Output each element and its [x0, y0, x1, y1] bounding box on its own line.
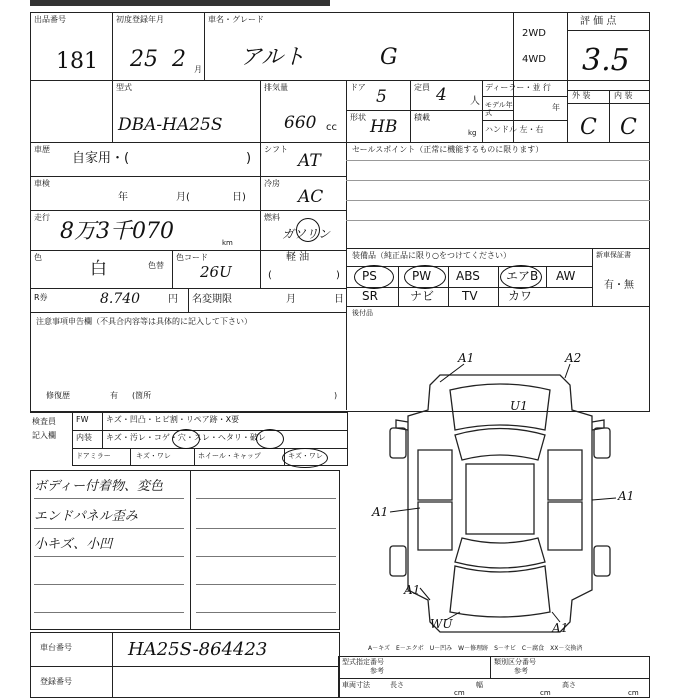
- score-value: 3.5: [582, 43, 630, 78]
- equip-tv: TV: [462, 289, 478, 303]
- color-code-value: 26U: [200, 263, 232, 281]
- mark-a2-front-right: A2: [565, 351, 582, 365]
- equip-pw: PW: [412, 269, 432, 283]
- equip-airbag: エアB: [506, 269, 539, 283]
- inspection-day-unit: 日): [232, 192, 246, 203]
- dimensions-label: 車両寸法: [342, 681, 370, 689]
- chassis-label: 車台番号: [40, 643, 72, 652]
- shift-label: シフト: [264, 145, 288, 154]
- hand-note-2: エンドパネル歪み: [34, 509, 138, 524]
- shape-value: HB: [370, 117, 398, 137]
- insp-wear-circle: [256, 429, 284, 449]
- km-unit: km: [222, 239, 233, 247]
- load-unit: kg: [468, 129, 477, 137]
- equip-aw: AW: [556, 269, 576, 283]
- sales-point-label: セールスポイント（正常に機能するものに限ります）: [352, 145, 544, 154]
- category-ref: 参考: [514, 667, 528, 675]
- fuel-circle-mark: [296, 218, 320, 242]
- repair-close: ): [334, 391, 338, 400]
- equip-airbag-circle: [500, 265, 542, 289]
- notes-label: 注意事項申告欄（不具合内容等は具体的に記入して下さい）: [36, 317, 252, 326]
- warranty-value: 有・無: [604, 280, 634, 291]
- door-value: 5: [376, 87, 387, 107]
- mark-a1-rear-left: A1: [404, 583, 421, 597]
- mark-a1-rear-right: A1: [552, 621, 569, 635]
- color-value: 白: [90, 259, 107, 279]
- mileage-value: 8万3千070: [60, 219, 174, 244]
- insp-wheel-circle: [282, 448, 328, 468]
- insp-dirt-circle: [172, 429, 200, 449]
- repair-value: 有: [110, 391, 118, 400]
- dealer-label: ディーラー・並 行: [485, 83, 551, 92]
- equipment-label: 装備品（純正品に限り○をつけてください）: [352, 251, 511, 260]
- shift-value: AT: [298, 151, 321, 171]
- color-label: 色: [34, 253, 42, 262]
- interior-grade: C: [620, 115, 637, 140]
- category-label: 類別区分番号: [494, 658, 536, 666]
- model-year-unit: 年: [552, 103, 560, 112]
- car-label: 車名・グレード: [208, 15, 264, 24]
- height-unit: cm: [628, 689, 639, 697]
- width-unit: cm: [540, 689, 551, 697]
- drive-2wd: 2WD: [522, 28, 546, 39]
- light-oil-open: (: [268, 270, 272, 281]
- load-label: 積載: [414, 113, 430, 122]
- length-label: 長さ: [390, 681, 404, 689]
- fuel-value: ガソリン: [282, 227, 331, 241]
- color-code-label: 色コード: [176, 253, 208, 262]
- reg-no-label: 登録番号: [40, 677, 72, 686]
- reg-month-unit: 月: [194, 65, 202, 74]
- interior-label: 内 装: [614, 91, 633, 100]
- insp-row3-wheel-damage: キズ・ワレ: [288, 452, 323, 460]
- mileage-label: 走行: [34, 213, 50, 222]
- mark-u1-hood: U1: [510, 399, 528, 413]
- height-label: 高さ: [562, 681, 576, 689]
- equip-pw-circle: [404, 265, 446, 289]
- warranty-label: 新車保証書: [596, 251, 631, 259]
- lot-label: 出品番号: [34, 15, 66, 24]
- shape-label: 形状: [350, 113, 366, 122]
- equip-abs: ABS: [456, 269, 480, 283]
- exterior-grade: C: [580, 115, 597, 140]
- handle-label: ハンドル 左・右: [485, 125, 544, 134]
- usage-label: 車歴: [34, 145, 50, 154]
- capacity-unit: 人: [470, 96, 480, 107]
- type-designation-ref: 参考: [370, 667, 384, 675]
- reg-month: 2: [172, 47, 186, 72]
- color-change-label: 色替: [148, 261, 164, 270]
- recycle-value: 8.740: [100, 291, 141, 307]
- light-oil-label: 軽 油: [286, 252, 310, 263]
- mark-wu-rear: WU: [430, 617, 453, 631]
- equip-navi: ナビ: [410, 289, 435, 303]
- insp-row2-body: キズ・汚レ・コゲ・穴・スレ・ヘタリ・破レ: [106, 433, 266, 442]
- recycle-label: R券: [34, 293, 48, 302]
- repair-label: 修復歴: [46, 391, 70, 400]
- fuel-label: 燃料: [264, 213, 280, 222]
- hand-note-3: 小キズ、小凹: [34, 537, 113, 552]
- inspector-label-2: 記入欄: [32, 431, 56, 440]
- inspection-month-unit: 月(: [176, 192, 190, 203]
- equip-leather: カワ: [508, 289, 533, 303]
- mark-a1-left-side: A1: [372, 505, 389, 519]
- name-day: 日: [334, 294, 344, 305]
- width-label: 幅: [476, 681, 483, 689]
- capacity-label: 定員: [414, 83, 430, 92]
- equip-ps: PS: [362, 269, 377, 283]
- damage-legend: A－キズ E－エクボ U－凹み W－修理跡 S－サビ C－腐食 XX－交換済: [368, 645, 583, 652]
- drive-4wd: 4WD: [522, 54, 546, 65]
- exterior-label: 外 装: [572, 91, 591, 100]
- insp-row1-head: FW: [76, 415, 89, 424]
- inspector-label-1: 検査員: [32, 417, 56, 426]
- door-label: ドア: [350, 83, 366, 92]
- inspection-year-unit: 年: [118, 192, 128, 203]
- light-oil-close: ): [336, 270, 340, 281]
- reg-label: 初度登録年月: [116, 15, 164, 24]
- score-label: 評 価 点: [580, 16, 617, 27]
- disp-value: 660: [284, 113, 317, 133]
- usage-value: 自家用・(: [72, 151, 130, 166]
- hand-note-1: ボディー付着物、変色: [34, 479, 163, 494]
- car-name: アルト: [240, 45, 306, 70]
- name-month: 月: [286, 294, 296, 305]
- repair-place: (箇所: [132, 391, 152, 400]
- top-cutoff-strip: [30, 0, 330, 6]
- grade-value: G: [380, 45, 398, 70]
- after-label: 後付品: [352, 309, 373, 317]
- reg-year: 25: [130, 47, 158, 72]
- length-unit: cm: [454, 689, 465, 697]
- chassis-value: HA25S-864423: [128, 639, 268, 660]
- model-year-label: モデル年式: [485, 101, 513, 117]
- type-designation-label: 型式指定番号: [342, 658, 384, 666]
- equip-sr: SR: [362, 289, 378, 303]
- yen-unit: 円: [168, 294, 178, 305]
- usage-close: ): [246, 151, 252, 166]
- insp-row1-body: キズ・凹凸・ヒビ割・リペア跡・X要: [106, 415, 240, 424]
- model-value: DBA-HA25S: [118, 115, 223, 135]
- insp-row2-head: 内装: [76, 433, 92, 442]
- car-damage-diagram: [360, 350, 650, 640]
- insp-row3-mirror: ドアミラー: [76, 452, 111, 460]
- ac-value: AC: [298, 187, 324, 207]
- insp-row3-mirror-damage: キズ・ワレ: [136, 452, 171, 460]
- ac-label: 冷房: [264, 179, 280, 188]
- disp-unit: cc: [326, 122, 337, 133]
- lot-value: 181: [56, 49, 98, 74]
- mark-a1-right-side: A1: [618, 489, 635, 503]
- equip-ps-circle: [354, 265, 394, 289]
- model-label: 型式: [116, 83, 132, 92]
- capacity-value: 4: [436, 85, 447, 105]
- disp-label: 排気量: [264, 83, 288, 92]
- name-change-label: 名変期限: [192, 294, 232, 305]
- mark-a1-front-left: A1: [458, 351, 475, 365]
- inspection-label: 車検: [34, 179, 50, 188]
- insp-row3-wheel: ホイール・キャップ: [198, 452, 261, 460]
